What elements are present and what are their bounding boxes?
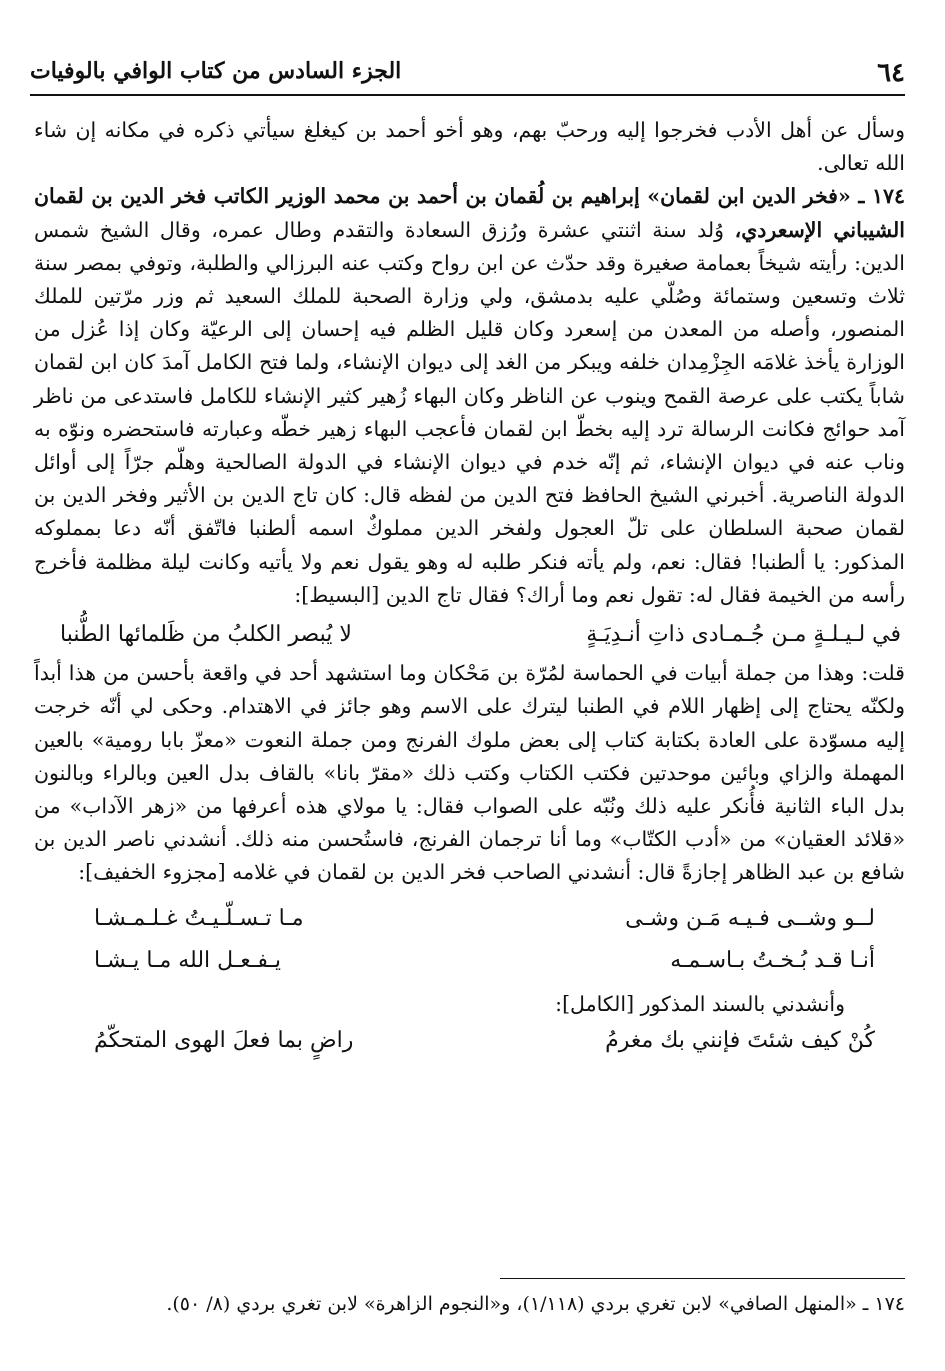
verse-second-hemistich: يـفـعـل الله مـا يـشـا [94,947,282,973]
poem-verse [34,940,905,982]
running-title: الجزء السادس من كتاب الوافي بالوفيات [30,58,402,84]
paragraph-continuation: وسأل عن أهل الأدب فخرجوا إليه ورحبّ بهم، وهو أخو أحمد بن كيغلغ سيأتي ذكره في مكانه إن شاء الله تعالى. [34,118,905,176]
verse-line [34,1021,905,1061]
verse-second-hemistich: لا يُبصر الكلبُ من ظَلمائها الطُّنبا [60,622,352,648]
entry-heading: ١٧٤ ـ «فخر الدين ابن لقمان» إبراهيم بن لُقمان بن أحمد بن محمد الوزير الكاتب فخر الدين بن لقمان الشيباني الإسعردي، [34,184,905,242]
verse-first-hemistich: كُنْ كيف شئتَ فإنني بك مغرمُ [605,1027,875,1053]
verse-second-hemistich: مـا تـسـلّـيـتُ غـلـمـشـا [94,905,304,931]
verse-first-hemistich: في لـيـلـةٍ مـن جُـمـادى ذاتِ أنـدِيَـةٍ [586,622,901,648]
header-rule [30,94,905,96]
footnote: ١٧٤ ـ «المنهل الصافي» لابن تغري بردي (١/١١٨)، و«النجوم الزاهرة» لابن تغري بردي (٨/ ٥٠). [166,1293,905,1315]
verse-line [34,618,905,651]
verse-second-hemistich: راضٍ بما فعلَ الهوى المتحكّمُ [94,1027,354,1053]
main-text [34,114,905,1061]
poem [34,898,905,982]
poem-verse [34,898,905,940]
entry-174 [34,180,905,612]
entry-text: وُلد سنة اثنتي عشرة ورُزق السعادة والتقدم وطال عمره، وقال الشيخ شمس الدين: رأيته شيخاً بعمامة صغيرة وقد حدّث عن ابن رواح وكتب عنه البرزالي والطلبة، وتوفي بمصر سنة ثلاث وتسعين وستمائة وصُلّي عليه بدمشق، ولي وزارة الصحبة للملك السعيد ثم وزر مرّتين للملك المنصور، وأصله من المعدن من إسعرد وكان قليل الظلم فيه إحسان إلى الرعيّة وكان إذا عُزل من الوزارة يأخذ غلامَه الجِزْمِدان خلفه ويبكر من الغد إلى ديوان الإنشاء، ولما فتح الكامل آمدَ كان ابن لقمان شاباً يكتب على عرصة القمح وينوب عن الناظر وكان البهاء زُهير كثير الإنشاء للكامل فاستدعى من ناظر آمد حوائج فكانت الرسالة ترد إليه بخطّ ابن لقمان فأعجب البهاء زهير خطّه وعبارته فاستحضره ونوّه به وناب عنه في ديوان الإنشاء، ثم إنّه خدم في ديوان الإنشاء في الدولة الصالحية وهلّم جرّاً إلى أوائل الدولة الناصرية. أخبرني الشيخ الحافظ فتح الدين من لفظه قال: كان تاج الدين بن الأثير وفخر الدين بن لقمان صحبة السلطان على تلّ العجول ولفخر الدين مملوكٌ اسمه ألطنبا فاتّفق أنّه دعا بمملوكه المذكور: يا ألطنبا! فقال: نعم، ولم يأته فنكر طلبه له وهو يقول نعم ولا يأتيه وكانت ليلة مظلمة فأخرج رأسه من الخيمة فقال له: تقول نعم وما أراك؟ فقال تاج الدين [البسيط]: [34,217,905,607]
page-header [30,58,905,98]
paragraph-commentary: قلت: وهذا من جملة أبيات في الحماسة لمُرّة بن مَحْكان وما استشهد أحد في واقعة بأحسن من هذا أبداً ولكنّه يحتاج إلى إظهار اللام في الطنبا ليترك على الاسم وهو جائز في الاهتدام. وحكى لي أنّه خرجت إليه مسوّدة على العادة بكتابة كتاب إلى بعض ملوك الفرنج ومن جملة النعوت «معزّ بابا رومية» بالعين المهملة والزاي وبائين موحدتين فكتب الكتاب وكتب ذلك «مقرّ بانا» بالقاف بدل العين وبالراء وبالنون بدل الباء الثانية فأُنكر عليه ذلك ونُبّه على الصواب فقال: يا مولاي هذه أعرفها من «زهر الآداب» من «قلائد العقيان» من «أدب الكتّاب» وما أنا ترجمان الفرنج، فاستُحسن منه ذلك. أنشدني ناصر الدين بن شافع بن عبد الظاهر إجازةً قال: أنشدني الصاحب فخر الدين بن لقمان في غلامه [مجزوء الخفيف]: [34,661,905,885]
page-number: ٦٤ [877,58,905,88]
verse-intro: وأنشدني بالسند المذكور [الكامل]: [555,991,845,1016]
verse-first-hemistich: لــو وشــى فـيـه مَـن وشـى [625,905,875,931]
verse-first-hemistich: أنـا قـد بُـخـتُ بـاسـمـه [670,947,875,973]
footnote-rule [500,1278,905,1279]
